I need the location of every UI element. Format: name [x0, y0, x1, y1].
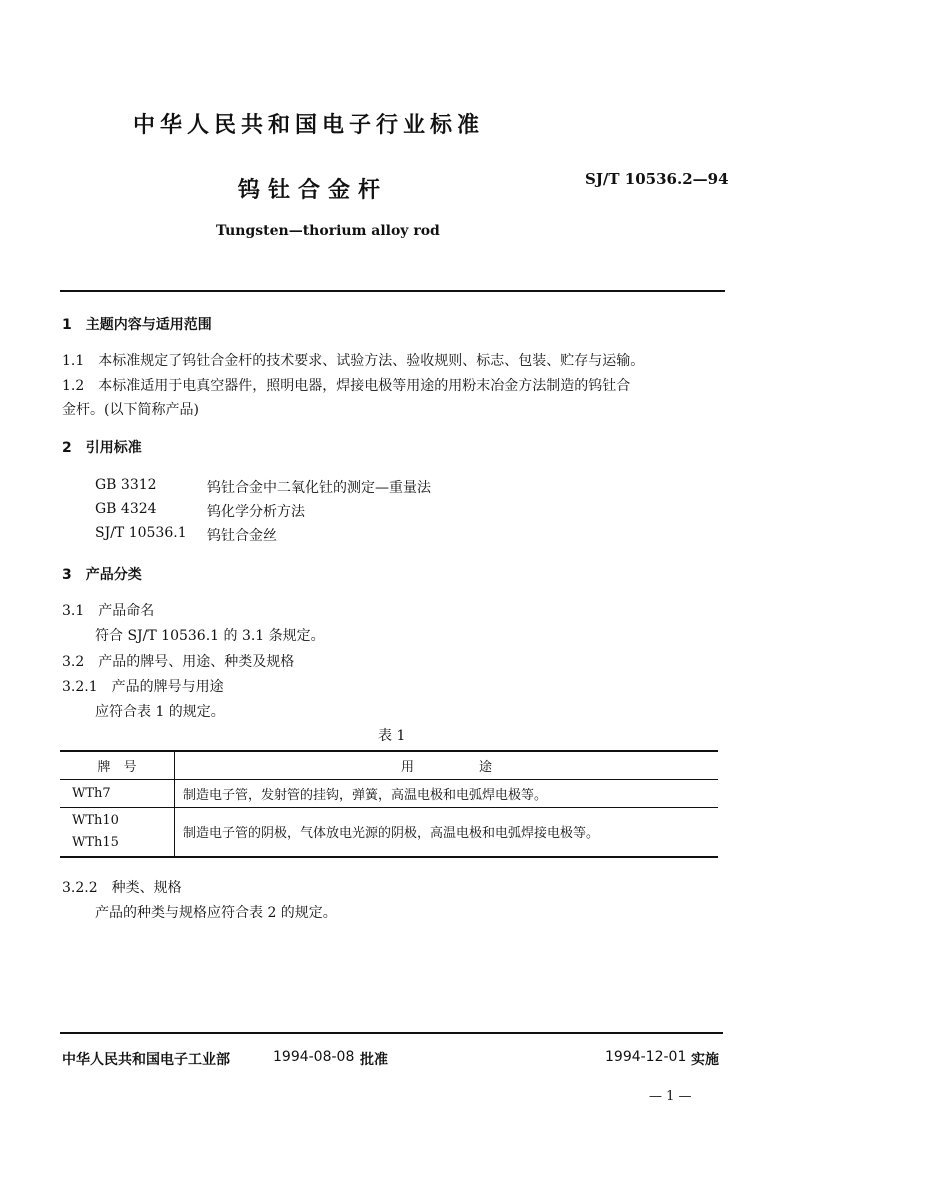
table-cell-grade: [60, 807, 175, 857]
table-row: [60, 779, 718, 807]
clause-1-2-line1: 1.2 本标准适用于电真空器件，照明电器，焊接电极等用途的用粉末冶金方法制造的钨钍合: [62, 378, 631, 394]
implementation-label: 实施: [691, 1052, 719, 1068]
grade-wth10: WTh10: [72, 812, 119, 828]
section-2-heading: 2 引用标准: [62, 440, 142, 456]
table-cell-grade: WTh7: [60, 779, 175, 807]
table-1: [60, 750, 718, 858]
clause-3-1-text: 符合 SJ/T 10536.1 的 3.1 条规定。: [95, 628, 325, 644]
approval-date: 1994-08-08: [273, 1049, 355, 1065]
table-cell-usage: 制造电子管的阴极，气体放电光源的阴极，高温电极和电弧焊接电极等。: [183, 826, 600, 842]
footer-rule: [60, 1032, 723, 1034]
table-cell-usage: 制造电子管，发射管的挂钩，弹簧，高温电极和电弧焊电极等。: [183, 787, 548, 803]
clause-3-2-1: 3.2.1 产品的牌号与用途: [62, 679, 224, 695]
ref-title: 钨钍合金丝: [207, 528, 277, 544]
table-header-usage: 用 途: [400, 759, 492, 775]
table-row: [60, 807, 718, 857]
section-1-heading: 1 主题内容与适用范围: [62, 317, 212, 333]
header-rule: [60, 290, 725, 292]
grade-wth15: WTh15: [72, 834, 119, 850]
clause-3-1: 3.1 产品命名: [62, 603, 155, 619]
clause-3-2-2-text: 产品的种类与规格应符合表 2 的规定。: [95, 905, 337, 921]
table-caption: 表 1: [378, 728, 406, 744]
clause-3-2-2: 3.2.2 种类、规格: [62, 880, 182, 896]
issuing-body-title: 中华人民共和国电子行业标准: [133, 113, 485, 138]
standard-code: SJ/T 10536.2—94: [585, 170, 729, 188]
table-header-row: [60, 751, 718, 779]
clause-1-1: 1.1 本标准规定了钨钍合金杆的技术要求、试验方法、验收规则、标志、包装、贮存与运输。: [62, 353, 645, 369]
section-3-heading: 3 产品分类: [62, 567, 142, 583]
clause-3-2-1-text: 应符合表 1 的规定。: [95, 704, 225, 720]
document-title-en: Tungsten—thorium alloy rod: [216, 223, 440, 239]
clause-3-2: 3.2 产品的牌号、用途、种类及规格: [62, 654, 295, 670]
ref-code: GB 4324: [95, 501, 157, 517]
ref-code: GB 3312: [95, 477, 157, 493]
implementation-date: 1994-12-01: [605, 1049, 687, 1065]
ref-title: 钨化学分析方法: [207, 504, 305, 520]
page-number: — 1 —: [649, 1089, 692, 1104]
approval-label: 批准: [360, 1052, 388, 1068]
ref-title: 钨钍合金中二氧化钍的测定—重量法: [207, 480, 431, 496]
document-title-cn: 钨钍合金杆: [238, 178, 389, 203]
ref-code: SJ/T 10536.1: [95, 525, 187, 541]
clause-1-2-line2: 金杆。(以下简称产品): [62, 402, 199, 418]
table-header-grade: 牌 号: [60, 751, 175, 779]
issuing-ministry: 中华人民共和国电子工业部: [62, 1052, 230, 1068]
